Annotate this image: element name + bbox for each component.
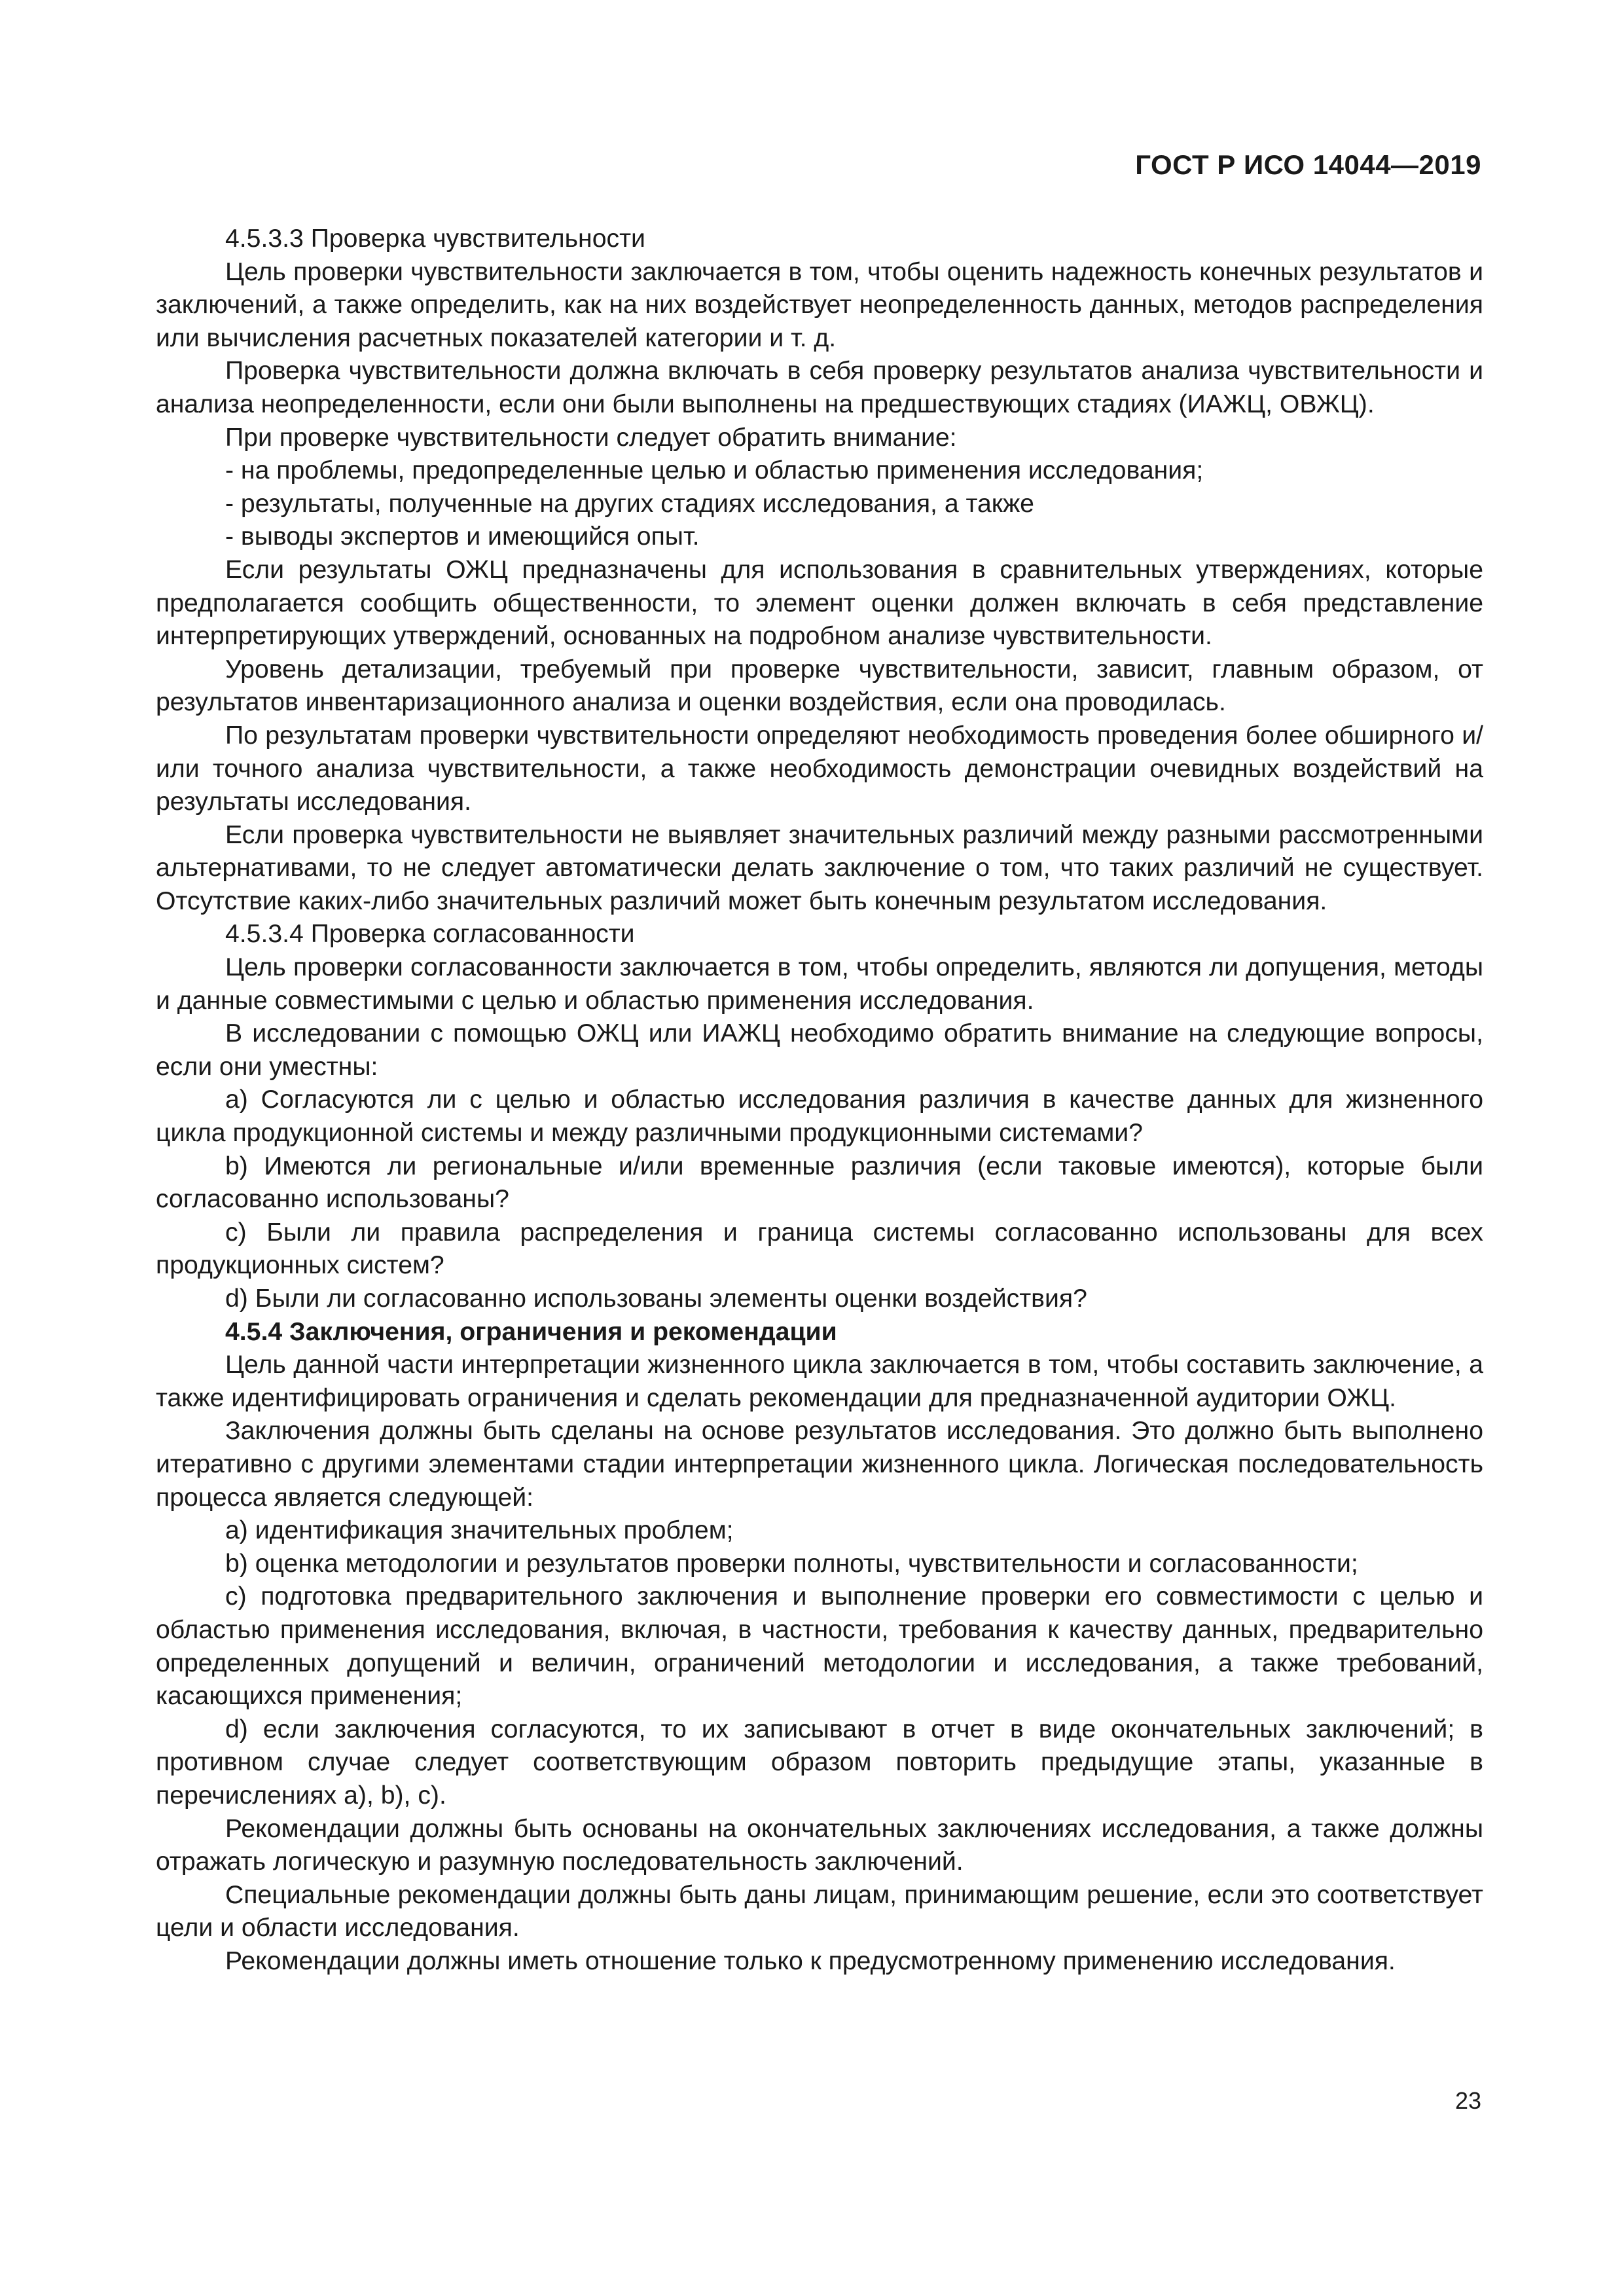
body-paragraph: 4.5.3.4 Проверка согласованности <box>225 920 635 949</box>
body-paragraph: Рекомендации должны быть основаны на окончательных заключениях исследования, а также должны отражать логическую и разумную последовательность заключений. <box>156 1814 1483 1876</box>
body-paragraph: Уровень детализации, требуемый при проверке чувствительности, зависит, главным образом, от результатов инвентаризационного анализа и оценки воздействия, если она проводилась. <box>156 655 1483 717</box>
page-number: 23 <box>1454 2087 1481 2114</box>
body-paragraph: - на проблемы, предопределенные целью и областью применения исследования; <box>225 456 1204 485</box>
body-paragraph: Если результаты ОЖЦ предназначены для использования в сравнительных утверждениях, которые предполагается сообщить общественности, то элемент оценки должен включать в себя представление интерпретирующих утверждений, основанных на подробном анализе чувствительности. <box>156 555 1483 651</box>
body-paragraph: d) если заключения согласуются, то их записывают в отчет в виде окончательных заключений; в противном случае следует соответствующим образом повторить предыдущие этапы, указанные в перечислениях a), b), c). <box>156 1715 1483 1810</box>
body-paragraph: Специальные рекомендации должны быть даны лицам, принимающим решение, если это соответствует цели и области исследования. <box>156 1880 1483 1942</box>
body-paragraph: Цель проверки чувствительности заключается в том, чтобы оценить надежность конечных результатов и заключений, а также определить, как на них воздействует неопределенность данных, методов распределения или вычисления расчетных показателей категории и т. д. <box>156 257 1483 352</box>
body-paragraph: Цель данной части интерпретации жизненного цикла заключается в том, чтобы составить заключение, а также идентифицировать ограничения и сделать рекомендации для предназначенной аудитории ОЖЦ. <box>156 1351 1483 1412</box>
body-paragraph: - выводы экспертов и имеющийся опыт. <box>225 522 700 551</box>
body-paragraph: a) идентификация значительных проблем; <box>225 1516 734 1545</box>
body-paragraph: d) Были ли согласованно использованы элементы оценки воздействия? <box>225 1285 1087 1313</box>
body-paragraph: a) Согласуются ли с целью и областью исследования различия в качестве данных для жизненного цикла продукционной системы и между различными продукционными системами? <box>156 1085 1483 1148</box>
body-paragraph: Рекомендации должны иметь отношение только к предусмотренному применению исследования. <box>225 1946 1396 1975</box>
body-paragraph: - результаты, полученные на других стадиях исследования, а также <box>225 489 1034 518</box>
body-paragraph: c) подготовка предварительного заключения и выполнение проверки его совместимости с целью и областью применения исследования, включая, в частности, требования к качеству данных, предварительно определенных допущений и величин, ограничений методологии и исследования, а также требований, касающихся применения; <box>156 1582 1483 1711</box>
body-paragraph: Цель проверки согласованности заключается в том, чтобы определить, являются ли допущения, методы и данные совместимыми с целью и областью применения исследования. <box>156 953 1483 1015</box>
document-code-header: ГОСТ Р ИСО 14044—2019 <box>1135 149 1481 180</box>
body-paragraph: При проверке чувствительности следует обратить внимание: <box>225 423 957 452</box>
body-paragraph: c) Были ли правила распределения и граница системы согласованно использованы для всех продукционных систем? <box>156 1218 1483 1280</box>
body-paragraph: b) Имеются ли региональные и/или временные различия (если таковые имеются), которые были согласованно использованы? <box>156 1152 1483 1214</box>
body-paragraph: Проверка чувствительности должна включать в себя проверку результатов анализа чувствительности и анализа неопределенности, если они были выполнены на предшествующих стадиях (ИАЖЦ, ОВЖЦ). <box>156 357 1483 418</box>
body-paragraph: В исследовании с помощью ОЖЦ или ИАЖЦ необходимо обратить внимание на следующие вопросы, если они уместны: <box>156 1019 1483 1081</box>
body-paragraph: 4.5.3.3 Проверка чувствительности <box>225 225 645 253</box>
section-heading: 4.5.4 Заключения, ограничения и рекомендации <box>225 1317 837 1346</box>
body-paragraph: Если проверка чувствительности не выявляет значительных различий между разными рассмотренными альтернативами, то не следует автоматически делать заключение о том, что таких различий не существует. Отсутствие каких-либо значительных различий может быть конечным результатом исследования. <box>156 820 1483 915</box>
body-paragraph: Заключения должны быть сделаны на основе результатов исследования. Это должно быть выполнено итеративно с другими элементами стадии интерпретации жизненного цикла. Логическая последовательность процесса является следующей: <box>156 1417 1483 1512</box>
document-body <box>156 223 1483 1978</box>
body-paragraph: b) оценка методологии и результатов проверки полноты, чувствительности и согласованности; <box>225 1549 1358 1578</box>
body-paragraph: По результатам проверки чувствительности определяют необходимость проведения более обширного и/или точного анализа чувствительности, а также необходимость демонстрации очевидных воздействий на результаты исследования. <box>156 721 1483 816</box>
